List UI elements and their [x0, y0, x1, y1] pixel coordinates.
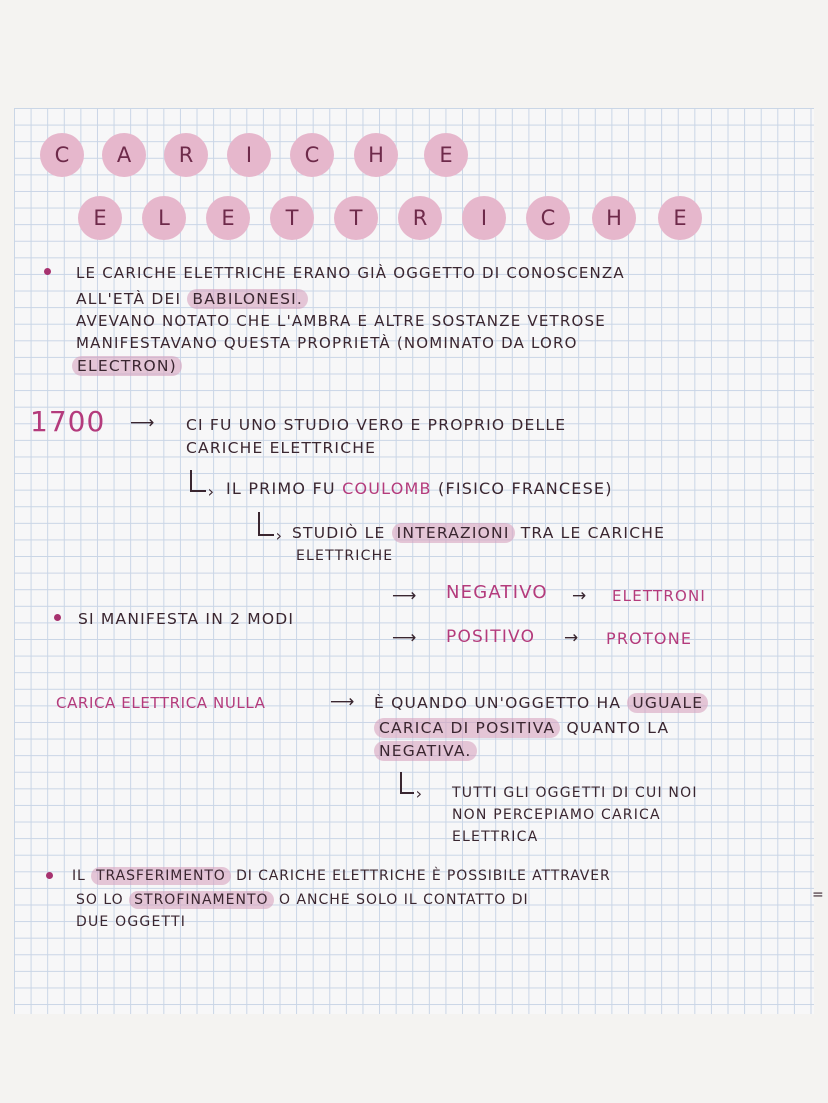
corner-arrow-icon	[190, 470, 206, 492]
transfer-text: IL	[72, 868, 86, 884]
null-charge-text: È QUANDO UN'OGGETTO HA	[374, 694, 622, 712]
history-line: CARICHE ELETTRICHE	[186, 439, 377, 457]
arrow-right-icon: ⟶	[330, 692, 355, 712]
highlight-strofinamento: STROFINAMENTO	[129, 891, 273, 909]
continuation-mark: =	[812, 887, 825, 903]
arrow-right-icon: ⟶	[392, 628, 417, 648]
title-letter: H	[354, 133, 398, 177]
intro-line: LE CARICHE ELETTRICHE ERANO GIÀ OGGETTO DI CONOSCENZA	[76, 264, 625, 282]
transfer-text: O ANCHE SOLO IL CONTATTO DI	[278, 892, 529, 908]
null-charge-line	[374, 740, 477, 762]
coulomb-text: IL PRIMO FU	[226, 479, 336, 498]
title-letter: C	[290, 133, 334, 177]
coulomb-line	[226, 478, 613, 500]
coulomb-name: COULOMB	[342, 479, 432, 498]
title-letter: A	[102, 133, 146, 177]
highlight-babilonesi: BABILONESI.	[187, 289, 308, 309]
title-letter: E	[424, 133, 468, 177]
transfer-text: SO LO	[76, 892, 124, 908]
title-letter: I	[227, 133, 271, 177]
bullet-point	[44, 268, 51, 275]
title-letter: E	[206, 196, 250, 240]
title-letter: L	[142, 196, 186, 240]
highlight-carica-positiva: CARICA DI POSITIVA	[374, 718, 560, 738]
transfer-line: DUE OGGETTI	[76, 914, 187, 930]
intro-text: ALL'ETÀ DEI	[76, 290, 182, 308]
coulomb-note: (FISICO FRANCESE)	[438, 479, 613, 498]
transfer-text: DI CARICHE ELETTRICHE È POSSIBILE ATTRAVER	[236, 868, 611, 884]
intro-line	[72, 355, 182, 377]
title-letter: H	[592, 196, 636, 240]
modes-text: SI MANIFESTA IN 2 MODI	[78, 610, 295, 628]
title-letter: R	[398, 196, 442, 240]
null-charge-label: CARICA ELETTRICA NULLA	[56, 694, 266, 712]
title-letter: E	[78, 196, 122, 240]
null-charge-text: QUANTO LA	[566, 719, 670, 737]
highlight-electron: ELECTRON)	[72, 356, 182, 376]
mode-negative-result: ELETTRONI	[612, 587, 707, 605]
corner-arrow-icon	[400, 772, 414, 794]
title-letter: C	[526, 196, 570, 240]
mode-positive-result: PROTONE	[606, 629, 693, 648]
corner-arrow-icon	[258, 512, 274, 536]
studio-line	[292, 522, 665, 544]
mode-negative: NEGATIVO	[446, 582, 548, 603]
null-charge-note: ELETTRICA	[452, 829, 539, 845]
arrow-right-icon: ⟶	[392, 586, 417, 606]
null-charge-line	[374, 717, 669, 739]
year-1700: 1700	[30, 405, 106, 438]
title-letter: T	[334, 196, 378, 240]
arrow-right-icon: →	[564, 628, 579, 648]
bullet-point	[46, 872, 53, 879]
studio-text: TRA LE CARICHE	[520, 524, 666, 542]
null-charge-note: TUTTI GLI OGGETTI DI CUI NOI	[452, 785, 698, 801]
title-letter: E	[658, 196, 702, 240]
history-line: CI FU UNO STUDIO VERO E PROPRIO DELLE	[186, 416, 567, 434]
intro-line	[76, 288, 308, 310]
highlight-interazioni: INTERAZIONI	[392, 523, 515, 543]
title-letter: C	[40, 133, 84, 177]
studio-text: STUDIÒ LE	[292, 524, 386, 542]
title-letter: T	[270, 196, 314, 240]
null-charge-note: NON PERCEPIAMO CARICA	[452, 807, 661, 823]
intro-line: AVEVANO NOTATO CHE L'AMBRA E ALTRE SOSTANZE VETROSE	[76, 312, 606, 330]
highlight-trasferimento: TRASFERIMENTO	[91, 867, 231, 885]
arrow-right-icon: ⟶	[130, 413, 155, 433]
transfer-line	[72, 865, 611, 887]
transfer-line	[76, 889, 529, 911]
arrow-right-icon: →	[572, 586, 587, 606]
title-letter: I	[462, 196, 506, 240]
title-letter: R	[164, 133, 208, 177]
highlight-negativa: NEGATIVA.	[374, 741, 477, 761]
null-charge-line	[374, 692, 708, 714]
mode-positive: POSITIVO	[446, 627, 536, 647]
studio-line: ELETTRICHE	[296, 548, 394, 564]
highlight-uguale: UGUALE	[627, 693, 708, 713]
intro-line: MANIFESTAVANO QUESTA PROPRIETÀ (NOMINATO DA LORO	[76, 334, 578, 352]
bullet-point	[54, 614, 61, 621]
